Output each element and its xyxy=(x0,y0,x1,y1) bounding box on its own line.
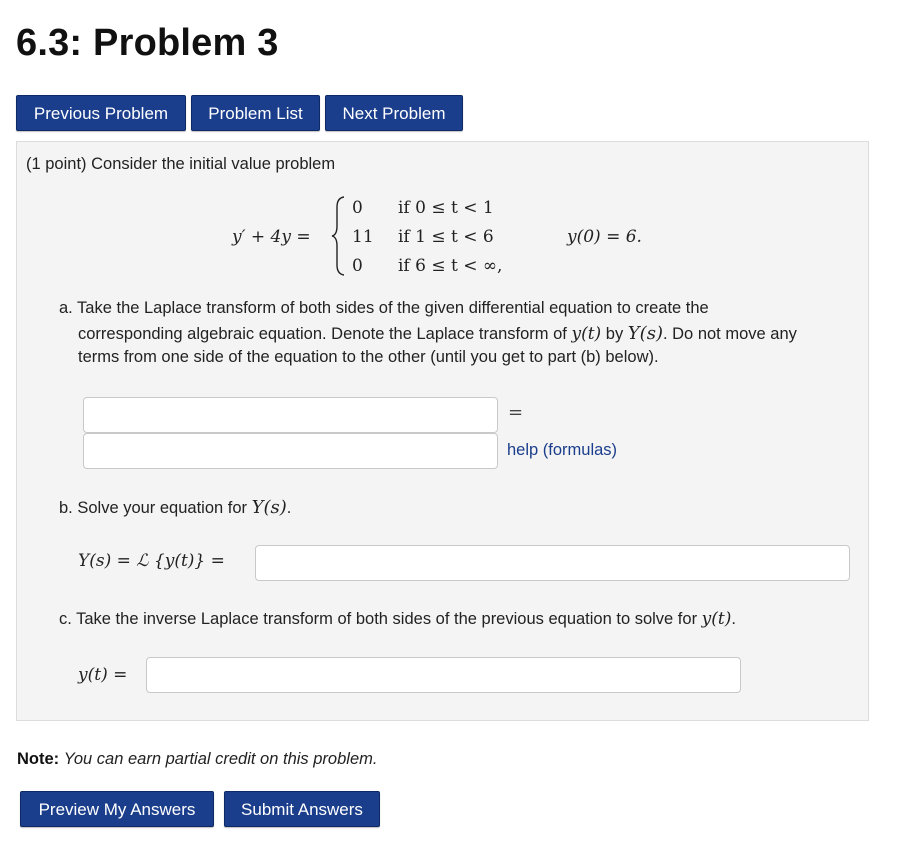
part-c-label: y(t) = xyxy=(78,665,128,685)
case-cond-3: if 6 ≤ t < ∞, xyxy=(398,256,503,276)
page-title: 6.3: Problem 3 xyxy=(16,22,279,64)
part-b-input[interactable] xyxy=(255,545,850,581)
previous-problem-button[interactable]: Previous Problem xyxy=(16,95,186,131)
part-a-rhs-input[interactable] xyxy=(83,433,498,469)
problem-list-button[interactable]: Problem List xyxy=(191,95,320,131)
case-value-1: 0 xyxy=(352,198,363,218)
part-a-equals: = xyxy=(508,402,524,423)
part-a-line1: a. Take the Laplace transform of both sides of the given differential equation to create the xyxy=(59,299,709,317)
part-b-label: Y(s) = ℒ {y(t)} = xyxy=(78,551,225,571)
case-cond-1: if 0 ≤ t < 1 xyxy=(398,198,494,218)
part-a-line3: terms from one side of the equation to the other (until you get to part (b) below). xyxy=(78,348,659,366)
partial-credit-note: Note: You can earn partial credit on this problem. xyxy=(17,750,378,768)
part-a-line2: corresponding algebraic equation. Denote the Laplace transform of y(t) by Y(s). Do not move any xyxy=(78,323,797,344)
preview-answers-button[interactable]: Preview My Answers xyxy=(20,791,214,827)
problem-intro: (1 point) Consider the initial value problem xyxy=(26,155,336,173)
case-cond-2: if 1 ≤ t < 6 xyxy=(398,227,494,247)
part-c-prompt: c. Take the inverse Laplace transform of both sides of the previous equation to solve for y(t). xyxy=(59,609,736,629)
submit-answers-button[interactable]: Submit Answers xyxy=(224,791,380,827)
next-problem-button[interactable]: Next Problem xyxy=(325,95,463,131)
case-value-2: 11 xyxy=(352,227,374,247)
part-a-lhs-input[interactable] xyxy=(83,397,498,433)
part-b-prompt: b. Solve your equation for Y(s). xyxy=(59,497,292,518)
initial-condition: y(0) = 6. xyxy=(567,227,642,247)
help-formulas-link[interactable]: help (formulas) xyxy=(507,441,618,459)
equation-lhs: y′ + 4y = xyxy=(232,227,311,247)
cases-brace xyxy=(330,195,348,277)
part-c-input[interactable] xyxy=(146,657,741,693)
case-value-3: 0 xyxy=(352,256,363,276)
